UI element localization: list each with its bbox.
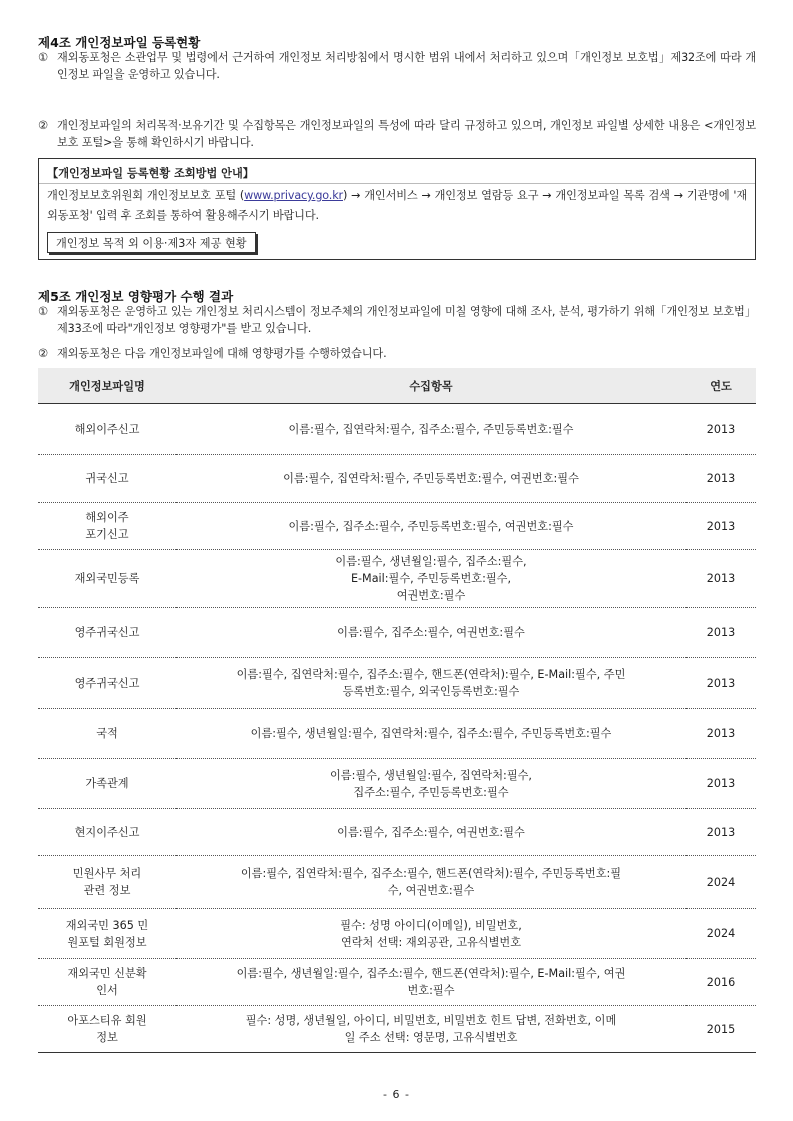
cell-name: 재외국민 신분확 인서 xyxy=(38,959,176,1006)
cell-name: 현지이주신고 xyxy=(38,809,176,856)
column-header-file-name: 개인정보파일명 xyxy=(38,368,176,404)
cell-name: 해외이주 포기신고 xyxy=(38,503,176,550)
table-row xyxy=(38,1006,756,1053)
column-header-year: 연도 xyxy=(686,368,756,404)
guide-text-before: 개인정보보호위원회 개인정보보호 포털 ( xyxy=(47,189,245,202)
guide-text xyxy=(47,186,747,226)
cell-items: 이름:필수, 집연락처:필수, 집주소:필수, 핸드폰(연락처):필수, 주민등록번호:필 수, 여권번호:필수 xyxy=(176,856,686,909)
cell-name: 귀국신고 xyxy=(38,455,176,503)
table-row xyxy=(38,709,756,759)
cell-year: 2013 xyxy=(686,709,756,759)
cell-name: 재외국민 365 민 원포털 회원정보 xyxy=(38,909,176,959)
table-row xyxy=(38,455,756,503)
third-party-provision-button[interactable]: 개인정보 목적 외 이용·제3자 제공 현황 xyxy=(47,232,256,253)
table-row xyxy=(38,909,756,959)
cell-year: 2015 xyxy=(686,1006,756,1053)
table-row xyxy=(38,759,756,809)
cell-items: 이름:필수, 생년월일:필수, 집연락처:필수, 집주소:필수, 주민등록번호:필수 xyxy=(176,709,686,759)
section5-title: 제5조 개인정보 영향평가 수행 결과 xyxy=(38,289,234,304)
table-row xyxy=(38,404,756,455)
item-number: ② xyxy=(38,347,49,360)
item-text: 개인정보파일의 처리목적·보유기간 및 수집항목은 개인정보파일의 특성에 따라 달리 규정하고 있으며, 개인정보 파일별 상세한 내용은 <개인정보보호 포털>을 통해 확인하시기 바랍니다. xyxy=(57,119,756,149)
cell-items: 이름:필수, 생년월일:필수, 집주소:필수, E-Mail:필수, 주민등록번호:필수, 여권번호:필수 xyxy=(176,550,686,608)
cell-items: 필수: 성명 아이디(이메일), 비밀번호, 연락처 선택: 재외공관, 고유식별번호 xyxy=(176,909,686,959)
section4-item-1 xyxy=(38,49,756,83)
item-number: ① xyxy=(38,51,49,64)
guide-divider xyxy=(39,183,755,184)
cell-year: 2013 xyxy=(686,608,756,658)
cell-year: 2013 xyxy=(686,455,756,503)
cell-year: 2024 xyxy=(686,856,756,909)
cell-year: 2013 xyxy=(686,503,756,550)
cell-items: 이름:필수, 집연락처:필수, 주민등록번호:필수, 여권번호:필수 xyxy=(176,455,686,503)
cell-items: 이름:필수, 집연락처:필수, 집주소:필수, 주민등록번호:필수 xyxy=(176,404,686,455)
cell-name: 국적 xyxy=(38,709,176,759)
cell-items: 이름:필수, 집주소:필수, 주민등록번호:필수, 여권번호:필수 xyxy=(176,503,686,550)
cell-year: 2016 xyxy=(686,959,756,1006)
item-text: 재외동포청은 운영하고 있는 개인정보 처리시스템이 정보주체의 개인정보파일에 미칠 영향에 대해 조사, 분석, 평가하기 위해「개인정보 보호법」제33조에 따라"개인정보 영향평가"를 받고 있습니다. xyxy=(57,305,756,335)
cell-items: 이름:필수, 집주소:필수, 여권번호:필수 xyxy=(176,809,686,856)
section4-title: 제4조 개인정보파일 등록현황 xyxy=(38,35,201,50)
guide-title: 【개인정보파일 등록현황 조회방법 안내】 xyxy=(47,167,254,180)
section4-item-2 xyxy=(38,117,756,151)
cell-year: 2013 xyxy=(686,759,756,809)
cell-name: 해외이주신고 xyxy=(38,404,176,455)
item-text: 재외동포청은 소관업무 및 법령에서 근거하여 개인정보 처리방침에서 명시한 범위 내에서 처리하고 있으며「개인정보 보호법」제32조에 따라 개인정보 파일을 운영하고 있습니다. xyxy=(57,51,756,81)
table-row xyxy=(38,809,756,856)
cell-items: 이름:필수, 생년월일:필수, 집연락처:필수, 집주소:필수, 주민등록번호:필수 xyxy=(176,759,686,809)
section5-item-2 xyxy=(38,345,756,362)
cell-year: 2024 xyxy=(686,909,756,959)
cell-name: 가족관계 xyxy=(38,759,176,809)
table-row xyxy=(38,856,756,909)
cell-items: 필수: 성명, 생년월일, 아이디, 비밀번호, 비밀번호 힌트 답변, 전화번호, 이메 일 주소 선택: 영문명, 고유식별번호 xyxy=(176,1006,686,1053)
cell-items: 이름:필수, 생년월일:필수, 집주소:필수, 핸드폰(연락처):필수, E-Mail:필수, 여권 번호:필수 xyxy=(176,959,686,1006)
cell-name: 영주귀국신고 xyxy=(38,658,176,709)
table-row xyxy=(38,503,756,550)
cell-items: 이름:필수, 집주소:필수, 여권번호:필수 xyxy=(176,608,686,658)
cell-name: 민원사무 처리 관련 정보 xyxy=(38,856,176,909)
cell-name: 영주귀국신고 xyxy=(38,608,176,658)
page-number: - 6 - xyxy=(383,1088,410,1101)
table-row xyxy=(38,608,756,658)
cell-year: 2013 xyxy=(686,809,756,856)
cell-name: 재외국민등록 xyxy=(38,550,176,608)
item-number: ① xyxy=(38,305,49,318)
lookup-guide-box xyxy=(38,158,756,260)
privacy-portal-link[interactable]: www.privacy.go.kr xyxy=(244,189,343,202)
cell-items: 이름:필수, 집연락처:필수, 집주소:필수, 핸드폰(연락처):필수, E-Mail:필수, 주민 등록번호:필수, 외국인등록번호:필수 xyxy=(176,658,686,709)
impact-assessment-table xyxy=(38,368,756,1053)
column-header-items: 수집항목 xyxy=(176,368,686,404)
section5-item-1 xyxy=(38,303,756,337)
cell-year: 2013 xyxy=(686,550,756,608)
cell-year: 2013 xyxy=(686,658,756,709)
table-row xyxy=(38,959,756,1006)
cell-year: 2013 xyxy=(686,404,756,455)
cell-name: 아포스티유 회원 정보 xyxy=(38,1006,176,1053)
item-text: 재외동포청은 다음 개인정보파일에 대해 영향평가를 수행하였습니다. xyxy=(57,347,387,360)
table-row xyxy=(38,658,756,709)
guide-text-after: ) → 개인서비스 → 개인정보 열람등 요구 → 개인정보파일 목록 검색 → 기관명에 '재외동포청' 입력 후 조회를 통하여 활용해주시기 바랍니다. xyxy=(47,189,747,222)
table-header-row xyxy=(38,368,756,404)
item-number: ② xyxy=(38,119,49,132)
table-row xyxy=(38,550,756,608)
